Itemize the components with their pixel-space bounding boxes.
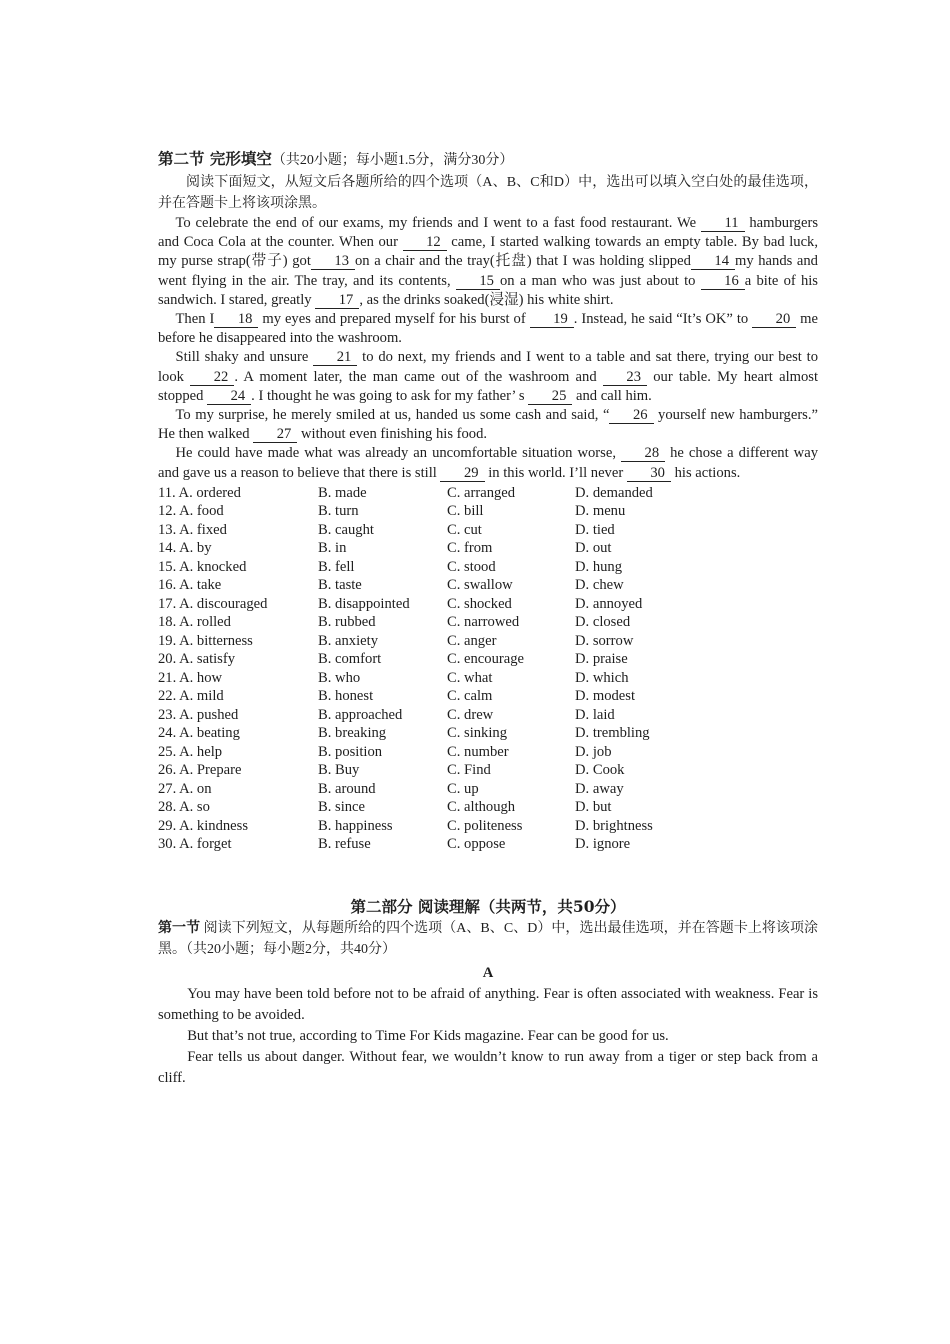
option-d: D. hung xyxy=(575,558,623,575)
option-b: B. rubbed xyxy=(318,614,376,631)
option-d: D. which xyxy=(575,669,629,686)
passage-paragraph: He could have made what was already an uncomfortable situation worse, 28 he chose a different way and gave us a reason to believe that there is still 29 in this world. I’ll never 30 his actions. xyxy=(158,445,818,481)
option-row xyxy=(158,669,818,688)
option-b: B. honest xyxy=(318,688,374,705)
option-d: D. out xyxy=(575,540,612,557)
option-a: 22. A. mild xyxy=(158,688,224,705)
option-row xyxy=(158,706,818,725)
option-a: 26. A. Prepare xyxy=(158,762,242,779)
option-d: D. modest xyxy=(575,688,635,705)
section-title: 第二节 完形填空 xyxy=(158,149,272,168)
option-b: B. turn xyxy=(318,503,359,520)
blank-19: 19 xyxy=(530,312,574,328)
part-two-title: 第二部分 阅读理解（共两节，共50分） xyxy=(350,896,626,916)
option-a: 25. A. help xyxy=(158,743,223,760)
option-row xyxy=(158,521,818,540)
option-a: 20. A. satisfy xyxy=(158,651,236,668)
option-c: C. although xyxy=(447,799,516,816)
option-row xyxy=(158,743,818,762)
option-d: D. but xyxy=(575,799,612,816)
blank-25: 25 xyxy=(528,389,572,405)
option-c: C. stood xyxy=(447,558,496,575)
option-a: 16. A. take xyxy=(158,577,222,594)
section-heading xyxy=(158,148,818,172)
option-b: B. refuse xyxy=(318,836,371,853)
blank-17: 17 xyxy=(315,293,359,309)
option-c: C. Find xyxy=(447,762,491,779)
option-d: D. brightness xyxy=(575,817,653,834)
option-b: B. made xyxy=(318,484,367,501)
option-c: C. sinking xyxy=(447,725,508,742)
option-row xyxy=(158,632,818,651)
option-a: 15. A. knocked xyxy=(158,558,247,575)
blank-18: 18 xyxy=(214,312,258,328)
blank-21: 21 xyxy=(313,350,357,366)
option-c: C. number xyxy=(447,743,509,760)
reading-section-label: 第一节 xyxy=(158,919,201,936)
blank-26: 26 xyxy=(609,408,653,424)
option-d: D. annoyed xyxy=(575,595,643,612)
passage-letter: A xyxy=(482,964,494,981)
option-row xyxy=(158,502,818,521)
option-b: B. anxiety xyxy=(318,632,378,649)
option-b: B. since xyxy=(318,799,366,816)
blank-22: 22 xyxy=(190,370,234,386)
option-a: 29. A. kindness xyxy=(158,817,248,834)
options-list xyxy=(158,484,818,854)
passage-paragraph: To celebrate the end of our exams, my friends and I went to a fast food restaurant. We 11 hamburgers and Coca Cola at the counter. When our 12 came, I started walking towards an empty table. By bad luck, my purse strap(带子) got 13 on a chair and the tray(托盘) that I was holding slipped 14 my hands and went flying in the air. The tray, and its contents, 15 on a man who was just about to 16 a bite of his sandwich. I stared, greatly 17 , as the drinks soaked(浸湿) his white shirt. xyxy=(158,215,819,308)
option-d: D. trembling xyxy=(575,725,650,742)
option-b: B. around xyxy=(318,780,376,797)
option-row xyxy=(158,780,818,799)
option-b: B. comfort xyxy=(318,651,382,668)
reading-paragraph: You may have been told before not to be afraid of anything. Fear is often associated with weakness. Fear is something to be avoided. xyxy=(158,985,818,1023)
section-instruction: 阅读下面短文，从短文后各题所给的四个选项（A、B、C和D）中，选出可以填入空白处的最佳选项，并在答题卡上将该项涂黑。 xyxy=(158,175,818,211)
option-row xyxy=(158,724,818,743)
option-row xyxy=(158,835,818,854)
option-c: C. what xyxy=(447,669,493,686)
option-c: C. arranged xyxy=(447,484,516,501)
option-c: C. cut xyxy=(447,521,482,538)
option-a: 11. A. ordered xyxy=(158,484,241,501)
blank-20: 20 xyxy=(752,312,796,328)
option-row xyxy=(158,613,818,632)
option-row xyxy=(158,576,818,595)
option-c: C. shocked xyxy=(447,595,512,612)
option-c: C. encourage xyxy=(447,651,524,668)
option-d: D. demanded xyxy=(575,484,653,501)
cloze-passage xyxy=(158,214,818,483)
option-row xyxy=(158,595,818,614)
blank-15: 15 xyxy=(456,274,500,290)
option-b: B. taste xyxy=(318,577,362,594)
option-row xyxy=(158,798,818,817)
reading-instruction xyxy=(158,918,818,960)
option-d: D. job xyxy=(575,743,612,760)
option-c: C. oppose xyxy=(447,836,506,853)
option-b: B. Buy xyxy=(318,762,360,779)
blank-24: 24 xyxy=(207,389,251,405)
blank-30: 30 xyxy=(627,466,671,482)
blank-11: 11 xyxy=(701,216,745,232)
option-a: 24. A. beating xyxy=(158,725,240,742)
option-c: C. narrowed xyxy=(447,614,520,631)
passage-paragraph: Still shaky and unsure 21 to do next, my friends and I went to a table and sat there, trying our best to look 22 . A moment later, the man came out of the washroom and 23 our table. My heart almost stopped 24 . I thought he was going to ask for my father’ s 25 and call him. xyxy=(158,349,819,404)
option-d: D. laid xyxy=(575,706,615,723)
option-a: 30. A. forget xyxy=(158,836,232,853)
option-d: D. away xyxy=(575,780,624,797)
option-d: D. sorrow xyxy=(575,632,634,649)
option-d: D. chew xyxy=(575,577,624,594)
blank-14: 14 xyxy=(691,254,735,270)
blank-12: 12 xyxy=(403,235,447,251)
option-d: D. praise xyxy=(575,651,628,668)
option-a: 13. A. fixed xyxy=(158,521,227,538)
option-c: C. bill xyxy=(447,503,484,520)
blank-27: 27 xyxy=(253,427,297,443)
option-c: C. calm xyxy=(447,688,493,705)
option-a: 14. A. by xyxy=(158,540,212,557)
option-b: B. happiness xyxy=(318,817,393,834)
option-row xyxy=(158,817,818,836)
option-a: 12. A. food xyxy=(158,503,224,520)
option-b: B. breaking xyxy=(318,725,387,742)
option-a: 18. A. rolled xyxy=(158,614,231,631)
option-a: 19. A. bitterness xyxy=(158,632,253,649)
blank-13: 13 xyxy=(311,254,355,270)
option-a: 27. A. on xyxy=(158,780,212,797)
blank-23: 23 xyxy=(603,370,647,386)
option-a: 21. A. how xyxy=(158,669,223,686)
option-b: B. approached xyxy=(318,706,403,723)
option-a: 17. A. discouraged xyxy=(158,595,268,612)
passage-paragraph: Then I 18 my eyes and prepared myself for his burst of 19 . Instead, he said “It’s OK” to 20 me before he disappeared into the washroom. xyxy=(158,311,819,347)
exam-page xyxy=(158,148,818,1089)
option-row xyxy=(158,558,818,577)
option-c: C. anger xyxy=(447,632,497,649)
option-c: C. from xyxy=(447,540,493,557)
reading-paragraph: But that’s not true, according to Time For Kids magazine. Fear can be good for us. xyxy=(187,1027,669,1044)
option-b: B. disappointed xyxy=(318,595,410,612)
option-c: C. drew xyxy=(447,706,494,723)
reading-instruction-text: 阅读下列短文，从每题所给的四个选项（A、B、C、D）中，选出最佳选项，并在答题卡上将该项涂黑。（共20小题；每小题2分，共40分） xyxy=(158,920,818,957)
option-d: D. Cook xyxy=(575,762,625,779)
option-d: D. ignore xyxy=(575,836,631,853)
option-a: 28. A. so xyxy=(158,799,210,816)
option-row xyxy=(158,687,818,706)
option-d: D. tied xyxy=(575,521,615,538)
option-c: C. up xyxy=(447,780,479,797)
option-row xyxy=(158,650,818,669)
option-row xyxy=(158,761,818,780)
option-a: 23. A. pushed xyxy=(158,706,239,723)
option-b: B. position xyxy=(318,743,383,760)
blank-28: 28 xyxy=(621,446,665,462)
option-b: B. who xyxy=(318,669,361,686)
reading-paragraph: Fear tells us about danger. Without fear, we wouldn’t know to run away from a tiger or step back from a cliff. xyxy=(158,1048,818,1086)
passage-paragraph: To my surprise, he merely smiled at us, handed us some cash and said, “ 26 yourself new hamburgers.” He then walked 27 without even finishing his food. xyxy=(158,407,818,443)
blank-29: 29 xyxy=(440,466,484,482)
section-score-note: （共20小题；每小题1.5分，满分30分） xyxy=(271,153,514,168)
option-b: B. in xyxy=(318,540,347,557)
blank-16: 16 xyxy=(701,274,745,290)
option-b: B. fell xyxy=(318,558,355,575)
option-d: D. closed xyxy=(575,614,631,631)
option-row xyxy=(158,484,818,503)
option-d: D. menu xyxy=(575,503,626,520)
option-row xyxy=(158,539,818,558)
option-c: C. swallow xyxy=(447,577,513,594)
option-c: C. politeness xyxy=(447,817,523,834)
option-b: B. caught xyxy=(318,521,374,538)
